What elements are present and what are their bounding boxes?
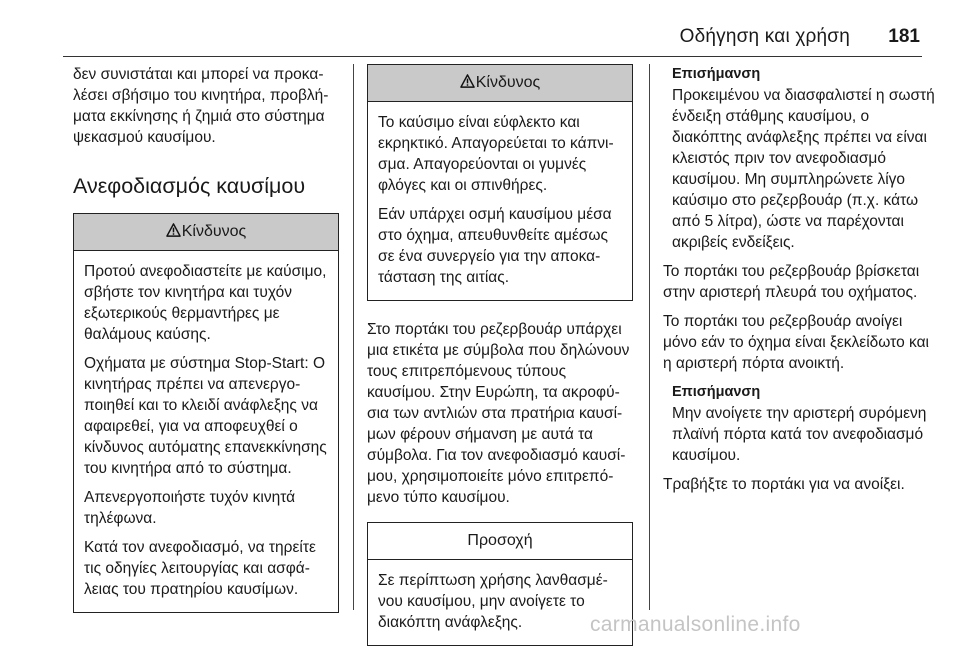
danger-paragraph: Κατά τον ανεφοδιασμό, να τηρείτε τις οδηγίες λειτουργίας και ασφάλειας του πρατηρίου καυσίμων. [84,539,316,598]
body-paragraph: Το πορτάκι του ρεζερβουάρ ανοίγει μόνο εάν το όχημα είναι ξεκλείδωτο και η αριστερή πόρτα ανοικτή. [663,313,929,372]
body-paragraph: Το πορτάκι του ρεζερβουάρ βρίσκεται στην αριστερή πλευρά του οχήματος. [663,263,920,301]
note-text: Προκειμένου να διασφαλιστεί η σωστή ένδειξη στάθμης καυσίμου, ο διακόπτης ανάφλεξης πρέπει να είναι κλειστός πριν τον ανεφοδιασμό καυσίμου. Μη συμπληρώνετε λίγο καύσιμο στο ρεζερβουάρ (π.χ. κάτω από 5 λίτρα), ώστε να παρέχονται ακριβείς ενδείξεις. [672,87,935,251]
note-text: Μην ανοίγετε την αριστερή συρόμενη πλαϊνή πόρτα κατά τον ανεφοδιασμό καυσίμου. [672,405,927,464]
fuel-label-paragraph: Στο πορτάκι του ρεζερβουάρ υπάρχει μια ετικέτα με σύμβολα που δηλώνουν τους επιτρεπόμενους τύπους καυσίμου. Στην Ευρώπη, τα ακροφύσια των αντλιών στα πρατήρια καυσίμων φέρουν σήμανση με αυτά τα σύμβολα. Για τον ανεφοδιασμό καυσίμου, χρησιμοποιείτε μόνο επιτρεπόμενο τύπο καυσίμου. [367,321,630,506]
body-paragraph: Τραβήξτε το πορτάκι για να ανοίξει. [663,476,905,493]
danger-paragraph: Το καύσιμο είναι εύφλεκτο και εκρηκτικό. Απαγορεύεται το κάπνισμα. Απαγορεύονται οι γυμνές φλόγες και οι σπινθήρες. [378,114,614,194]
danger-paragraph: Οχήματα με σύστημα Stop-Start: Ο κινητήρας πρέπει να απενεργοποιηθεί και το κλειδί ανάφλεξης να αφαιρεθεί, για να αποφευχθεί ο κίνδυνος αυτόματης επανεκκίνησης του κινητήρα από το σύστημα. [84,355,327,477]
header-divider [63,56,922,57]
page-header [0,0,960,60]
warning-triangle-icon [460,74,475,88]
danger-box-title: Κίνδυνος [475,74,541,91]
warning-triangle-icon [166,223,181,237]
danger-box-heading [74,214,338,251]
caution-box-heading: Προσοχή [368,523,632,560]
column-1 [73,64,339,627]
column-divider-1 [353,64,354,610]
section-title: Ανεφοδιασμός καυσίμου [73,174,306,198]
watermark: carmanualsonline.info [590,613,801,636]
column-2 [367,64,633,660]
danger-box-body [74,251,338,612]
danger-box-body [368,102,632,300]
danger-paragraph: Εάν υπάρχει οσμή καυσίμου μέσα στο όχημα, απευθυνθείτε αμέσως σε ένα συνεργείο για την αποκατάσταση της αιτίας. [378,206,612,286]
note-block [663,64,935,253]
danger-box [73,213,339,613]
note-block [663,382,935,466]
danger-box-heading [368,65,632,102]
danger-paragraph: Απενεργοποιήστε τυχόν κινητά τηλέφωνα. [84,489,296,527]
danger-box-title: Κίνδυνος [181,223,247,240]
danger-box [367,64,633,301]
intro-paragraph: δεν συνιστάται και μπορεί να προκαλέσει σβήσιμο του κινητήρα, προβλήματα εκκίνησης ή ζημιά στο σύστημα ψεκασμού καυσίμου. [73,66,329,146]
note-label: Επισήμανση [672,66,761,82]
page-title: Οδήγηση και χρήση [679,26,850,47]
page-number: 181 [888,26,920,47]
column-3 [663,64,935,503]
column-divider-2 [649,64,650,610]
caution-paragraph: Σε περίπτωση χρήσης λανθασμένου καυσίμου, μην ανοίγετε το διακόπτη ανάφλεξης. [378,572,608,631]
note-label: Επισήμανση [672,384,761,400]
danger-paragraph: Προτού ανεφοδιαστείτε με καύσιμο, σβήστε τον κινητήρα και τυχόν εξωτερικούς θερμαντήρες με θαλάμους καύσης. [84,263,327,343]
